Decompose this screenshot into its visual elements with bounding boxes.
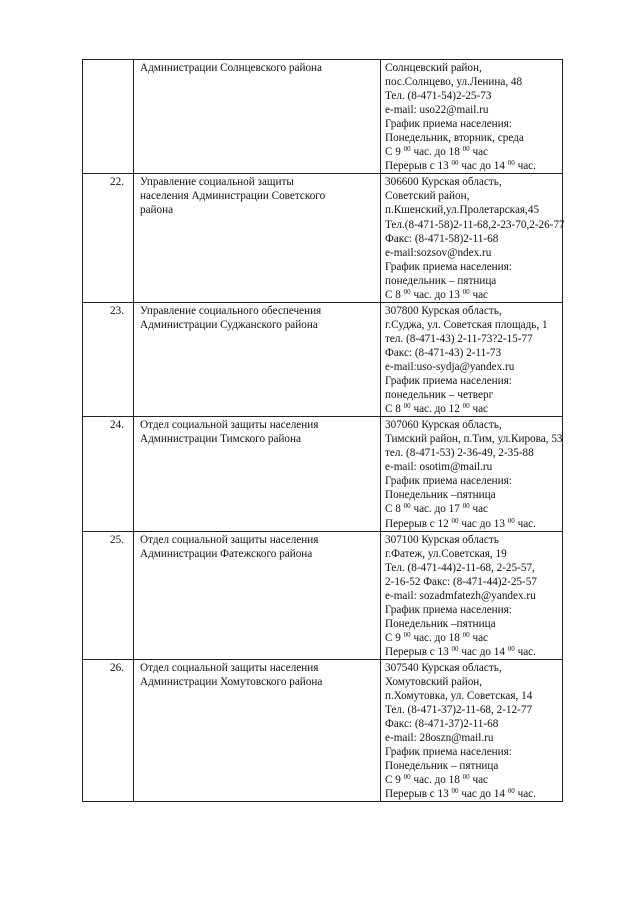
contact-line	[385, 517, 560, 531]
contact-text: С 9	[385, 146, 404, 159]
contact-text: e-mail:sozsov@ndex.ru	[385, 246, 492, 259]
contact-text: e-mail: 28oszn@mail.ru	[385, 732, 494, 745]
contact-line	[385, 159, 560, 173]
contact-text: График приема населения:	[385, 603, 512, 616]
contact-details	[381, 659, 563, 801]
contact-text: 307060 Курская область,	[385, 419, 502, 432]
contact-text: час до 13	[458, 517, 508, 530]
contact-line	[385, 488, 560, 502]
organization-name-line: Отдел социальной защиты населения	[140, 419, 319, 432]
contact-text: С 9	[385, 631, 404, 644]
table-row	[83, 60, 563, 174]
organization-name-line: населения Администрации Советского	[140, 190, 326, 203]
contact-line	[385, 474, 560, 488]
contact-line	[385, 446, 560, 460]
contact-text: час.	[514, 645, 536, 658]
time-superscript: 00	[462, 502, 470, 511]
contact-line	[385, 703, 560, 717]
organization-name	[134, 174, 381, 302]
contact-line	[385, 117, 560, 131]
contact-line	[385, 89, 560, 103]
contact-text: час. до 18	[410, 774, 463, 787]
contact-text: час	[469, 774, 489, 787]
contact-line	[385, 232, 560, 246]
time-superscript: 00	[451, 159, 459, 168]
contact-line	[385, 661, 560, 675]
contact-text: e-mail: sozadmfatezh@yandex.ru	[385, 589, 536, 602]
contact-text: Перерыв с 13	[385, 788, 452, 801]
contact-text: График приема населения:	[385, 118, 512, 131]
contact-line	[385, 561, 560, 575]
contact-text: e-mail: uso22@mail.ru	[385, 104, 489, 117]
contact-line	[385, 773, 560, 787]
contact-text: С 9	[385, 774, 404, 787]
row-number	[83, 60, 134, 174]
time-superscript: 00	[451, 644, 459, 653]
contact-text: понедельник – пятница	[385, 274, 497, 287]
contact-line	[385, 759, 560, 773]
time-superscript: 00	[462, 287, 470, 296]
contact-line	[385, 189, 560, 203]
contact-line	[385, 318, 560, 332]
contact-text: Хомутовский район,	[385, 676, 483, 689]
contact-text: 2-16-52 Факс: (8-471-44)2-25-57	[385, 575, 537, 588]
contact-line	[385, 346, 560, 360]
organization-name-line: Управление социального обеспечения	[140, 304, 322, 317]
contact-text: час	[469, 146, 489, 159]
time-superscript: 00	[403, 145, 411, 154]
contact-text: 307540 Курская область,	[385, 661, 502, 674]
row-number: 25.	[83, 531, 134, 659]
contact-line	[385, 203, 560, 217]
contact-text: тел. (8-471-43) 2-11-73?2-15-77	[385, 332, 533, 345]
contact-text: п.Кшенский,ул.Пролетарская,45	[385, 204, 540, 217]
contact-text: Факс: (8-471-37)2-11-68	[385, 718, 499, 731]
contact-text: Перерыв с 13	[385, 160, 452, 173]
time-superscript: 00	[403, 630, 411, 639]
contact-line	[385, 304, 560, 318]
contact-text: График приема населения:	[385, 260, 512, 273]
contact-text: час. до 13	[410, 288, 463, 301]
contact-line	[385, 246, 560, 260]
contact-text: График приема населения:	[385, 746, 512, 759]
organization-name-line: Администрации Фатежского района	[140, 547, 313, 560]
contact-line	[385, 260, 560, 274]
contact-line	[385, 460, 560, 474]
contact-text: Факс: (8-471-43) 2-11-73	[385, 346, 502, 359]
table-body	[83, 60, 563, 802]
contact-text: Понедельник, вторник, среда	[385, 132, 524, 145]
contact-text: час до 14	[458, 160, 508, 173]
organization-name-line: Администрации Хомутовского района	[140, 676, 323, 689]
time-superscript: 00	[403, 502, 411, 511]
contact-text: понедельник – четверг	[385, 389, 494, 402]
time-superscript: 00	[451, 787, 459, 796]
contact-text: Понедельник –пятница	[385, 489, 496, 502]
contact-text: 306600 Курская область,	[385, 176, 502, 189]
contact-line	[385, 131, 560, 145]
contact-line	[385, 631, 560, 645]
contact-text: час. до 12	[410, 403, 463, 416]
contact-text: час. до 17	[410, 503, 463, 516]
contact-line	[385, 402, 560, 416]
organization-name-line: Администрации Солнцевского района	[140, 62, 322, 74]
organization-name-line: Отдел социальной защиты населения	[140, 661, 319, 674]
contact-line	[385, 575, 560, 589]
time-superscript: 00	[403, 773, 411, 782]
time-superscript: 00	[462, 630, 470, 639]
contact-line	[385, 388, 560, 402]
organization-name-line: Администрации Тимского района	[140, 433, 301, 446]
time-superscript: 00	[507, 787, 515, 796]
contact-line	[385, 603, 560, 617]
contact-text: час.	[514, 788, 536, 801]
contact-text: Понедельник – пятница	[385, 760, 499, 773]
contact-text: час. до 18	[410, 146, 463, 159]
contact-line	[385, 175, 560, 189]
contact-line	[385, 432, 563, 446]
contact-line	[385, 645, 560, 659]
contact-text: час до 14	[458, 645, 508, 658]
time-superscript: 00	[403, 402, 411, 411]
contact-line	[385, 103, 560, 117]
contact-line	[385, 617, 560, 631]
table-row	[83, 302, 563, 416]
contact-text: г.Фатеж, ул.Советская, 19	[385, 547, 507, 560]
contact-text: С 8	[385, 403, 404, 416]
contact-text: Солнцевский район,	[385, 62, 482, 74]
contact-text: График приема населения:	[385, 375, 512, 388]
contact-line	[385, 547, 560, 561]
contact-line	[385, 360, 560, 374]
contact-line	[385, 374, 560, 388]
organization-name	[134, 531, 381, 659]
contact-text: 307800 Курская область,	[385, 304, 502, 317]
contact-text: Понедельник –пятница	[385, 617, 496, 630]
contact-line	[385, 61, 560, 75]
contact-text: e-mail:uso-sydja@yandex.ru	[385, 360, 515, 373]
time-superscript: 00	[507, 159, 515, 168]
organization-name	[134, 659, 381, 801]
contact-text: час.	[514, 160, 536, 173]
row-number: 23.	[83, 302, 134, 416]
contact-line	[385, 288, 560, 302]
row-number: 24.	[83, 417, 134, 531]
contact-line	[385, 689, 560, 703]
time-superscript: 00	[403, 287, 411, 296]
contact-line	[385, 717, 560, 731]
table-row	[83, 174, 563, 302]
contact-line	[385, 731, 560, 745]
contact-text: Перерыв с 13	[385, 645, 452, 658]
table-row	[83, 531, 563, 659]
contact-text: час	[469, 631, 489, 644]
contact-text: час до 14	[458, 788, 508, 801]
contact-details	[381, 174, 563, 302]
contact-line	[385, 274, 560, 288]
time-superscript: 00	[462, 773, 470, 782]
contact-line	[385, 502, 560, 516]
row-number: 22.	[83, 174, 134, 302]
contact-line	[385, 745, 560, 759]
contact-line	[385, 589, 560, 603]
contact-text: час	[469, 403, 489, 416]
time-superscript: 00	[462, 145, 470, 154]
contact-text: 307100 Курская область	[385, 533, 499, 546]
contact-text: e-mail: osotim@mail.ru	[385, 461, 493, 474]
contact-line	[385, 787, 560, 801]
table-row	[83, 659, 563, 801]
contact-line	[385, 418, 560, 432]
contact-text: Тимский район, п.Тим, ул.Кирова, 53	[385, 433, 563, 446]
contact-text: Советский район,	[385, 190, 470, 203]
contact-details	[381, 302, 563, 416]
time-superscript: 00	[451, 516, 459, 525]
contact-text: час	[469, 288, 489, 301]
contact-text: тел. (8-471-53) 2-36-49, 2-35-88	[385, 447, 534, 460]
contact-line	[385, 675, 560, 689]
contact-text: час.	[514, 517, 536, 530]
organization-name-line: Администрации Суджанского района	[140, 318, 318, 331]
contact-text: С 8	[385, 288, 404, 301]
contact-text: г.Суджа, ул. Советская площадь, 1	[385, 318, 548, 331]
time-superscript: 00	[507, 644, 515, 653]
contact-text: Факс: (8-471-58)2-11-68	[385, 232, 499, 245]
contact-text: Перерыв с 12	[385, 517, 452, 530]
contact-details	[381, 531, 563, 659]
contact-text: час	[469, 503, 489, 516]
contact-line	[385, 218, 565, 232]
contact-text: Тел. (8-471-37)2-11-68, 2-12-77	[385, 704, 533, 717]
contact-line	[385, 332, 560, 346]
organization-name-line: Отдел социальной защиты населения	[140, 533, 319, 546]
time-superscript: 00	[462, 402, 470, 411]
contact-details	[381, 60, 563, 174]
contact-line	[385, 75, 560, 89]
organization-name	[134, 60, 381, 174]
contact-text: пос.Солнцево, ул.Ленина, 48	[385, 76, 523, 89]
contact-text: С 8	[385, 503, 404, 516]
row-number: 26.	[83, 659, 134, 801]
contact-text: Тел.(8-471-58)2-11-68,2-23-70,2-26-77	[385, 218, 565, 231]
contacts-table	[82, 59, 563, 802]
organization-name	[134, 302, 381, 416]
table-row	[83, 417, 563, 531]
organization-name-line: Управление социальной защиты	[140, 176, 294, 189]
organization-name	[134, 417, 381, 531]
contact-text: Тел. (8-471-44)2-11-68, 2-25-57,	[385, 561, 535, 574]
contact-text: п.Хомутовка, ул. Советская, 14	[385, 690, 533, 703]
contact-details	[381, 417, 563, 531]
contact-line	[385, 533, 560, 547]
contact-text: Тел. (8-471-54)2-25-73	[385, 90, 492, 103]
time-superscript: 00	[507, 516, 515, 525]
contact-line	[385, 145, 560, 159]
contact-text: График приема населения:	[385, 475, 512, 488]
organization-name-line: района	[140, 204, 174, 217]
contact-text: час. до 18	[410, 631, 463, 644]
